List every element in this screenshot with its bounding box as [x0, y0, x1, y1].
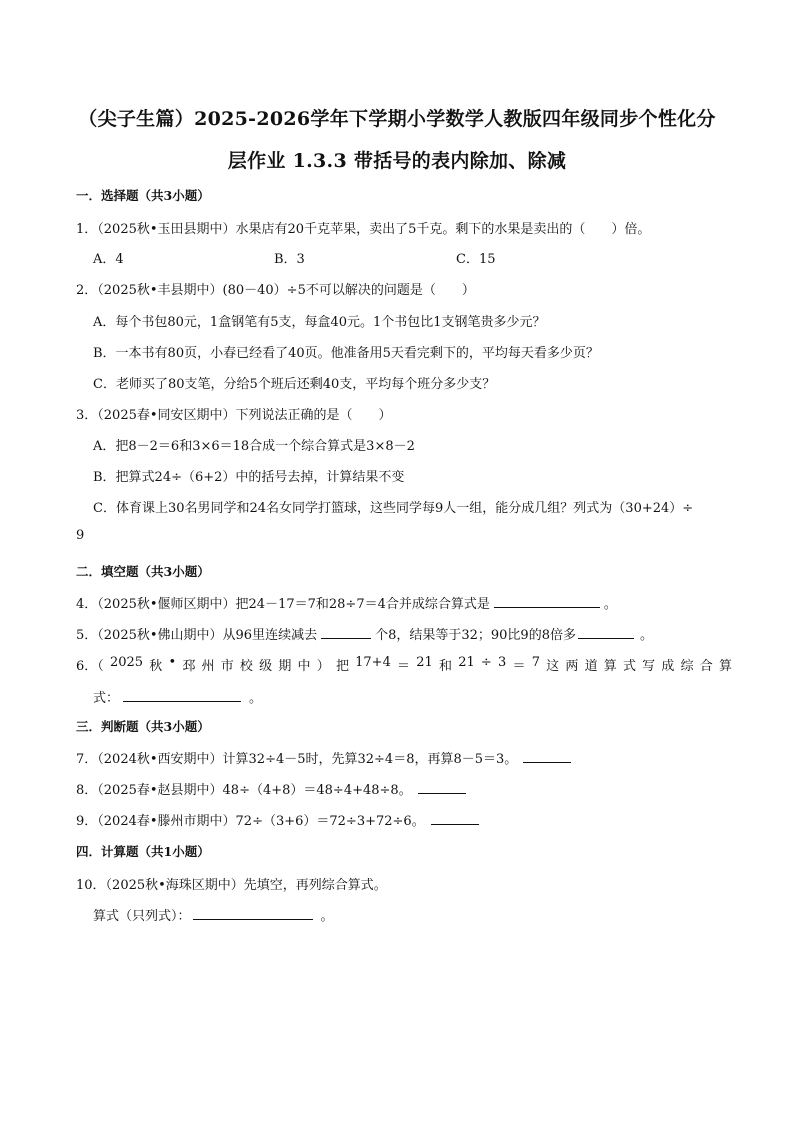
question-6-line-1: [76, 655, 732, 674]
question-1-stem: 1．（2025秋•玉田县期中）水果店有20千克苹果，卖出了5千克。剩下的水果是卖出的（ ）倍。: [76, 222, 651, 237]
question-4: [76, 593, 617, 612]
question-6-part: 两: [565, 659, 579, 674]
question-3-option-b: B．把算式24÷（6+2）中的括号去掉，计算结果不变: [93, 470, 405, 485]
question-1-option-c: C．15: [456, 252, 496, 267]
question-5-end: 。: [639, 628, 653, 643]
question-3-stem: 3．（2025春•同安区期中）下列说法正确的是（ ）: [76, 408, 392, 423]
question-4-text: 4．（2025秋•偃师区期中）把24－17＝7和28÷7＝4合并成综合算式是: [76, 597, 490, 612]
question-2-option-b: B．一本书有80页，小春已经看了40页。他准备用5天看完剩下的，平均每天看多少页？: [93, 346, 599, 361]
question-6-part: 期: [278, 659, 292, 674]
question-6-part: 6．（: [76, 659, 104, 674]
question-1-option-a: A．4: [93, 252, 124, 267]
question-6-part: •: [168, 655, 177, 670]
section-heading-calc: 四．计算题（共1小题）: [76, 844, 210, 859]
question-10-end: 。: [320, 909, 334, 924]
question-6-part: 和: [438, 659, 452, 674]
page-title-line2: 层作业 1.3.3 带括号的表内除加、除减: [227, 150, 567, 172]
question-6-part: 算: [718, 659, 732, 674]
question-6-part: 市: [220, 659, 234, 674]
question-6-part: 把: [335, 659, 349, 674]
section-heading-fill: 二．填空题（共3小题）: [76, 564, 210, 579]
question-4-end: 。: [603, 597, 617, 612]
question-10-answer-blank[interactable]: [193, 907, 313, 920]
question-6-text-2: 式：: [93, 691, 120, 706]
question-9-text: 9．（2024春•滕州市期中）72÷（3+6）＝72÷3+72÷6。: [76, 814, 425, 829]
section-heading-judge: 三．判断题（共3小题）: [76, 719, 210, 734]
question-5-answer-blank-1[interactable]: [321, 626, 371, 639]
question-6-part: 校: [239, 659, 253, 674]
page-title-line1: （尖子生篇）2025-2026学年下学期小学数学人教版四年级同步个性化分: [78, 108, 716, 130]
question-6-line-2: [93, 687, 262, 706]
question-7-answer-blank[interactable]: [523, 750, 571, 763]
question-6-part: 7: [531, 655, 540, 670]
question-6-part: 级: [259, 659, 273, 674]
question-6-part: ÷: [480, 655, 492, 670]
question-6-part: 中: [297, 659, 311, 674]
question-10-formula-line: [93, 905, 334, 924]
question-9-answer-blank[interactable]: [431, 812, 479, 825]
question-2-stem: 2．（2025秋•丰县期中）(80－40）÷5不可以解决的问题是（ ）: [76, 283, 475, 298]
question-6-part: 秋: [149, 659, 163, 674]
question-6-part: 算: [603, 659, 617, 674]
question-6-part: 17+4: [355, 655, 391, 670]
question-6-part: 这: [546, 659, 560, 674]
question-6-part: ）: [316, 659, 330, 674]
question-6-part: 合: [699, 659, 713, 674]
question-5-answer-blank-2[interactable]: [578, 626, 634, 639]
question-6-part: 2025: [109, 655, 144, 670]
question-8: [76, 779, 466, 798]
question-5: [76, 624, 653, 643]
question-9: [76, 810, 479, 829]
question-6-answer-blank[interactable]: [123, 689, 241, 702]
question-6-part: 3: [498, 655, 507, 670]
question-2-option-c: C．老师买了80支笔，分给5个班后还剩40支，平均每个班分多少支？: [93, 377, 496, 392]
question-8-text: 8．（2025春•赵县期中）48÷（4+8）＝48÷4+48÷8。: [76, 783, 412, 798]
question-7-text: 7．（2024秋•西安期中）计算32÷4－5时，先算32÷4＝8，再算8－5＝3。: [76, 752, 518, 767]
question-6-part: 综: [680, 659, 694, 674]
question-6-part: 21: [458, 655, 475, 670]
question-6-part: 邳: [182, 659, 196, 674]
question-6-part: 式: [622, 659, 636, 674]
question-6-end: 。: [249, 691, 263, 706]
question-6-part: 21: [416, 655, 433, 670]
question-5-text-b: 个8，结果等于32；90比9的8倍多: [375, 628, 576, 643]
question-6-part: ＝: [397, 659, 411, 674]
question-6-part: 成: [661, 659, 675, 674]
question-3-option-a: A．把8－2＝6和3×6＝18合成一个综合算式是3×8－2: [93, 439, 415, 454]
question-8-answer-blank[interactable]: [418, 781, 466, 794]
question-10-stem: 10．（2025秋•海珠区期中）先填空，再列综合算式。: [76, 878, 387, 893]
question-6-part: 写: [642, 659, 656, 674]
question-2-option-a: A．每个书包80元，1盒钢笔有5支，每盒40元。1个书包比1支钢笔贵多少元？: [93, 315, 546, 330]
question-3-option-c-continued: 9: [76, 528, 85, 543]
question-4-answer-blank[interactable]: [494, 595, 600, 608]
question-6-part: ＝: [512, 659, 526, 674]
question-3-option-c: C．体育课上30名男同学和24名女同学打篮球，这些同学每9人一组，能分成几组？列式为（30+24）÷: [93, 501, 694, 516]
question-6-part: 道: [584, 659, 598, 674]
question-10-label: 算式（只列式）：: [93, 909, 191, 924]
question-5-text-a: 5．（2025秋•佛山期中）从96里连续减去: [76, 628, 318, 643]
question-1-option-b: B．3: [274, 252, 305, 267]
question-6-part: 州: [201, 659, 215, 674]
section-heading-choice: 一．选择题（共3小题）: [76, 188, 210, 203]
question-7: [76, 748, 571, 767]
